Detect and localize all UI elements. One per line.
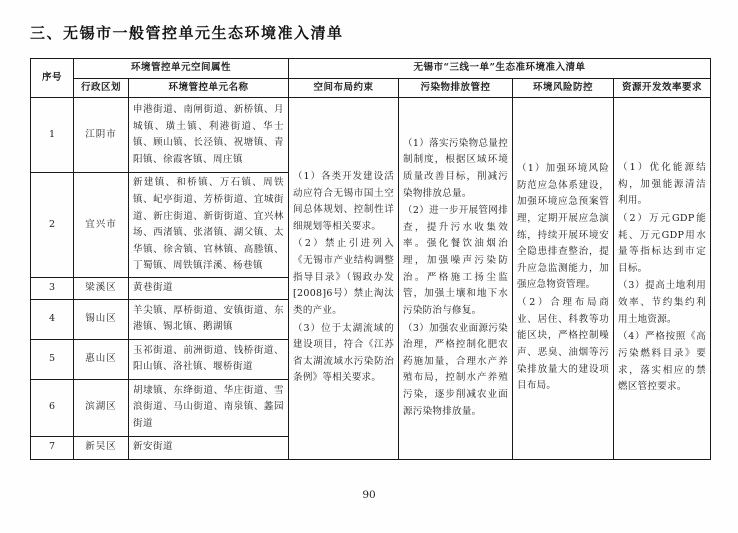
row-district: 宜兴市	[74, 173, 129, 278]
row-district: 滨湖区	[74, 379, 129, 436]
row-units: 申港街道、南闸街道、新桥镇、月城镇、璜土镇、利港街道、华士镇、顾山镇、长泾镇、祝塘镇、青阳镇、徐霞客镇、周庄镇	[129, 98, 289, 173]
header-row-groups	[31, 59, 711, 79]
col-group-access-list: 无锡市“三线一单”生态准环境准入清单	[289, 59, 711, 79]
row-district: 锡山区	[74, 299, 129, 339]
table-row	[31, 98, 711, 173]
spatial-item: （1）各类开发建设活动应符合无锡市国土空间总体规划、控制性详细规划等相关要求。	[293, 170, 395, 232]
page-number: 90	[362, 489, 376, 501]
risk-item: （1）加强环境风险防范应急体系建设，加强环境应急预案管理，定期开展应急演练，持续开展环境安全隐患排查整治，提升应急监测能力，加强应急物资管理。	[517, 163, 610, 291]
spatial-item: （3）位于太湖流域的建设项目，符合《江苏省太湖流域水污染防治条例》等相关要求。	[293, 322, 395, 384]
resource-item: （4）严格按照《高污染燃料目录》要求，落实相应的禁燃区管控要求。	[618, 331, 707, 393]
resource-item: （2）万元GDP能耗、万元GDP用水量等指标达到市定目标。	[618, 212, 707, 274]
risk-item: （2）合理布局商业、居住、科教等功能区块，严格控制噪声、恶臭、油烟等污染排放量大的建设项目布局。	[517, 297, 610, 392]
access-list-table	[30, 58, 711, 460]
col-header-risk: 环境风险防控	[513, 78, 614, 98]
row-units: 黄巷街道	[129, 278, 289, 300]
col-header-pollutant: 污染物排放管控	[399, 78, 513, 98]
cell-resource	[614, 98, 711, 459]
row-no: 5	[31, 339, 74, 379]
cell-pollutant	[399, 98, 513, 459]
resource-item: （1）优化能源结构，加强能源清洁利用。	[618, 162, 707, 207]
row-no: 6	[31, 379, 74, 436]
row-no: 2	[31, 173, 74, 278]
row-district: 新吴区	[74, 436, 129, 459]
col-header-district: 行政区划	[74, 78, 129, 98]
row-units: 羊尖镇、厚桥街道、安镇街道、东港镇、锡北镇、鹅湖镇	[129, 299, 289, 339]
pollutant-item: （2）进一步开展管网排查，提升污水收集效率。强化餐饮油烟治理，加强噪声污染防治。严格施工扬尘监管，加强土壤和地下水污染防治与修复。	[403, 205, 509, 316]
row-units: 胡埭镇、东绛街道、华庄街道、雪浪街道、马山街道、南泉镇、蠡园街道	[129, 379, 289, 436]
pollutant-item: （1）落实污染物总量控制制度，根据区域环境质量改善目标，削减污染物排放总量。	[403, 137, 509, 199]
row-district: 惠山区	[74, 339, 129, 379]
row-units: 新建镇、和桥镇、万石镇、周铁镇、屺亭街道、芳桥街道、宜城街道、新庄街道、新街街道、宜兴林场、西渚镇、张渚镇、湖父镇、太华镇、徐舍镇、官林镇、高塍镇、丁蜀镇、周铁镇洋溪、杨巷镇	[129, 173, 289, 278]
spatial-item: （2）禁止引进列入《无锡市产业结构调整指导目录》（锡政办发[2008]6号）禁止淘汰类的产业。	[293, 238, 395, 316]
row-units: 新安街道	[129, 436, 289, 459]
resource-item: （3）提高土地利用效率、节约集约利用土地资源。	[618, 280, 707, 325]
row-units: 玉祁街道、前洲街道、钱桥街道、阳山镇、洛社镇、堰桥街道	[129, 339, 289, 379]
header-row-columns	[31, 78, 711, 98]
row-district: 梁溪区	[74, 278, 129, 300]
col-header-no: 序号	[31, 59, 74, 98]
col-header-unit-name: 环境管控单元名称	[129, 78, 289, 98]
col-header-resource: 资源开发效率要求	[614, 78, 711, 98]
pollutant-item: （3）加强农业面源污染治理，严格控制化肥农药施加量，合理水产养殖布局，控制水产养殖污染，逐步削减农业面源污染物排放量。	[403, 322, 509, 417]
cell-risk	[513, 98, 614, 459]
row-district: 江阴市	[74, 98, 129, 173]
cell-spatial-layout	[289, 98, 399, 459]
page-title: 三、无锡市一般管控单元生态环境准入清单	[30, 24, 344, 42]
row-no: 7	[31, 436, 74, 459]
row-no: 3	[31, 278, 74, 300]
col-group-spatial-attr: 环境管控单元空间属性	[74, 59, 289, 79]
col-header-spatial-layout: 空间布局约束	[289, 78, 399, 98]
row-no: 4	[31, 299, 74, 339]
row-no: 1	[31, 98, 74, 173]
